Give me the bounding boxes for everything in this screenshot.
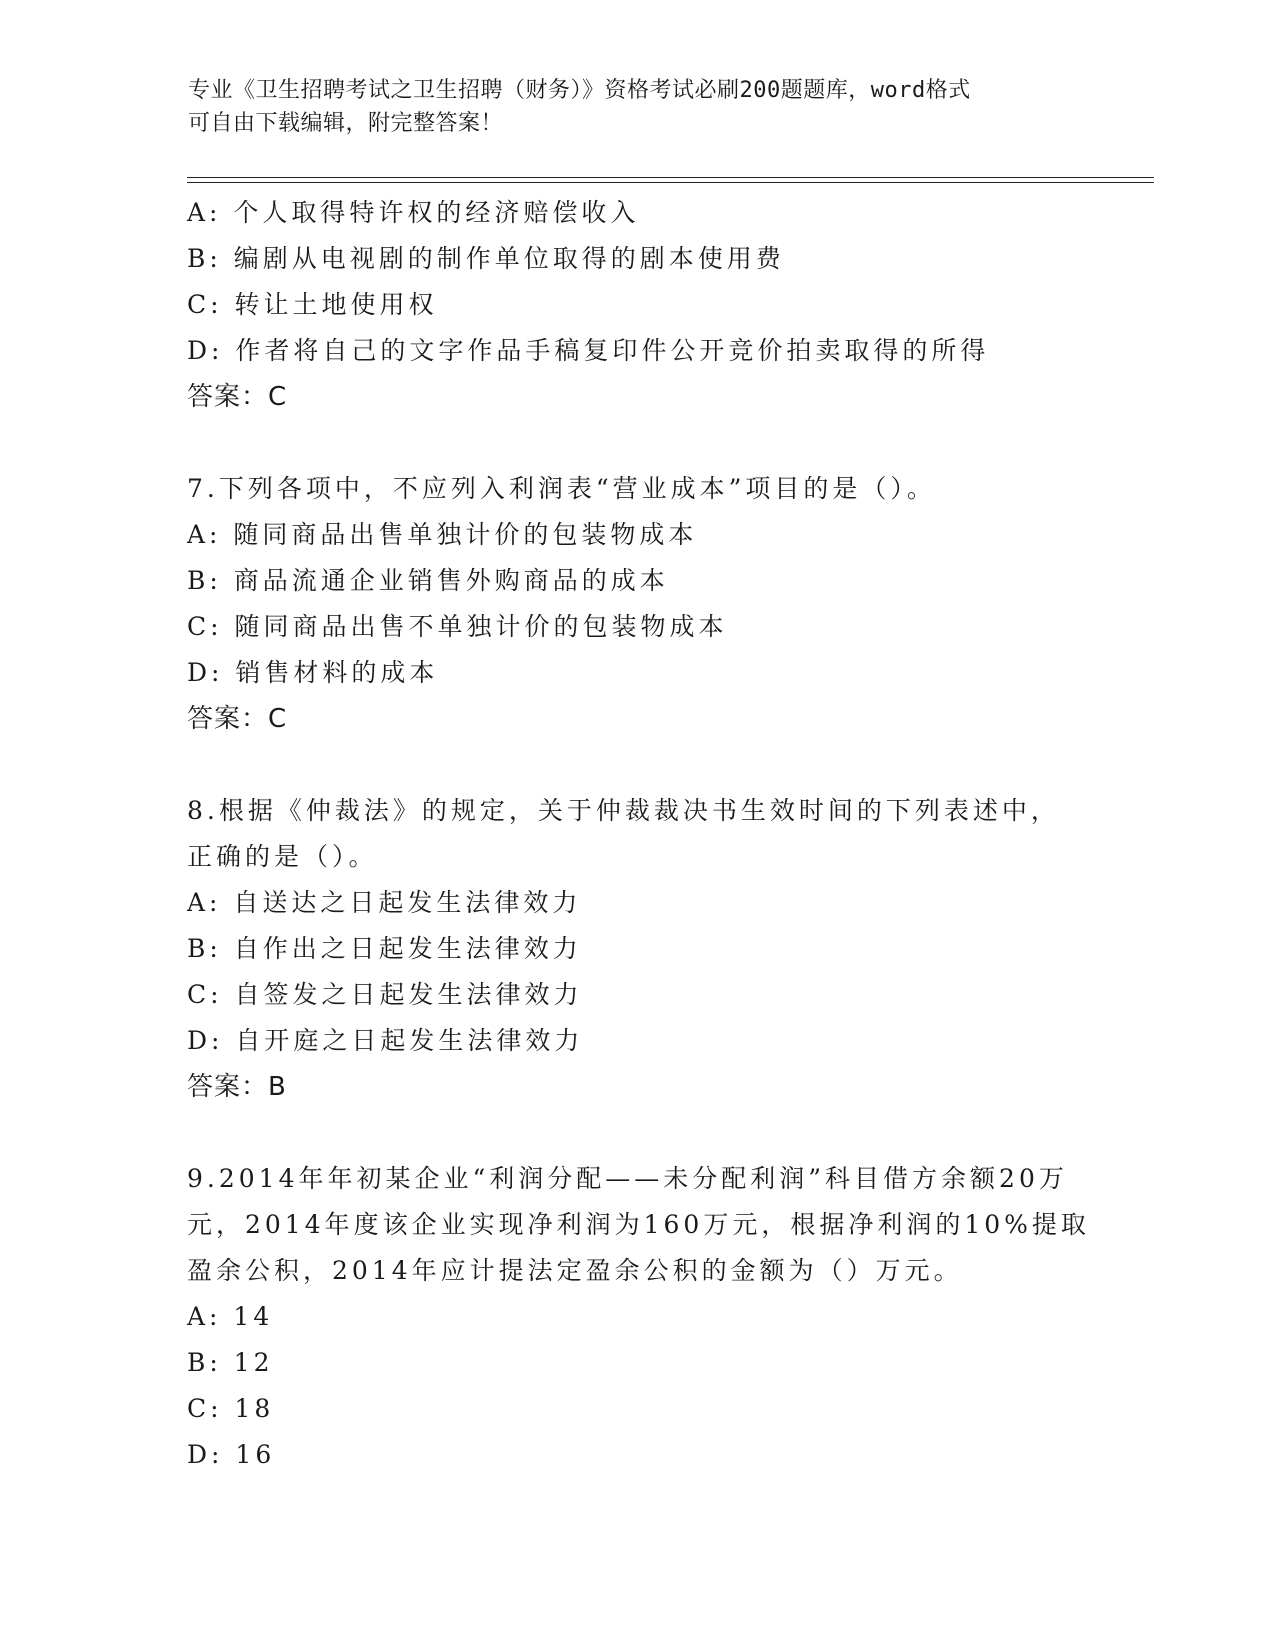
option-d: D: 自开庭之日起发生法律效力 xyxy=(187,1026,584,1055)
spacer xyxy=(187,1110,1137,1156)
header-divider-top xyxy=(187,177,1154,178)
question-text-line-1: 8.根据《仲裁法》的规定，关于仲裁裁决书生效时间的下列表述中， xyxy=(187,796,1060,825)
question-list xyxy=(187,190,1137,1478)
option-b: B: 12 xyxy=(187,1348,274,1377)
header-line-1: 专业《卫生招聘考试之卫生招聘（财务）》资格考试必刷200题题库，word格式 xyxy=(188,78,971,103)
question-7 xyxy=(187,466,1137,742)
option-b: B: 商品流通企业销售外购商品的成本 xyxy=(187,566,669,595)
option-b: B: 编剧从电视剧的制作单位取得的剧本使用费 xyxy=(187,244,785,273)
question-8 xyxy=(187,788,1137,1110)
question-text: 7.下列各项中，不应列入利润表“营业成本”项目的是（）。 xyxy=(187,474,936,503)
option-a: A: 自送达之日起发生法律效力 xyxy=(187,888,582,917)
spacer xyxy=(187,742,1137,788)
document-header xyxy=(188,74,1088,140)
spacer xyxy=(187,420,1137,466)
option-d: D: 销售材料的成本 xyxy=(187,658,439,687)
option-c: C: 自签发之日起发生法律效力 xyxy=(187,980,583,1009)
header-divider-bottom xyxy=(187,182,1154,183)
option-a: A: 随同商品出售单独计价的包装物成本 xyxy=(187,520,698,549)
question-text-line-3: 盈余公积，2014年应计提法定盈余公积的金额为（）万元。 xyxy=(187,1256,963,1285)
answer: 答案：C xyxy=(187,704,288,734)
question-text-line-2: 正确的是（）。 xyxy=(187,842,378,871)
option-a: A: 14 xyxy=(187,1302,274,1331)
question-9 xyxy=(187,1156,1137,1478)
question-text-line-1: 9.2014年年初某企业“利润分配——未分配利润”科目借方余额20万 xyxy=(187,1164,1068,1193)
header-line-2: 可自由下载编辑，附完整答案！ xyxy=(188,111,504,136)
option-c: C: 随同商品出售不单独计价的包装物成本 xyxy=(187,612,728,641)
question-6 xyxy=(187,190,1137,420)
question-text-line-2: 元，2014年度该企业实现净利润为160万元，根据净利润的10%提取 xyxy=(187,1210,1090,1239)
option-c: C: 18 xyxy=(187,1394,275,1423)
option-d: D: 16 xyxy=(187,1440,276,1469)
option-b: B: 自作出之日起发生法律效力 xyxy=(187,934,582,963)
option-c: C: 转让土地使用权 xyxy=(187,290,438,319)
answer: 答案：C xyxy=(187,382,288,412)
option-d: D: 作者将自己的文字作品手稿复印件公开竞价拍卖取得的所得 xyxy=(187,336,990,365)
answer: 答案：B xyxy=(187,1072,287,1102)
option-a: A: 个人取得特许权的经济赔偿收入 xyxy=(187,198,640,227)
